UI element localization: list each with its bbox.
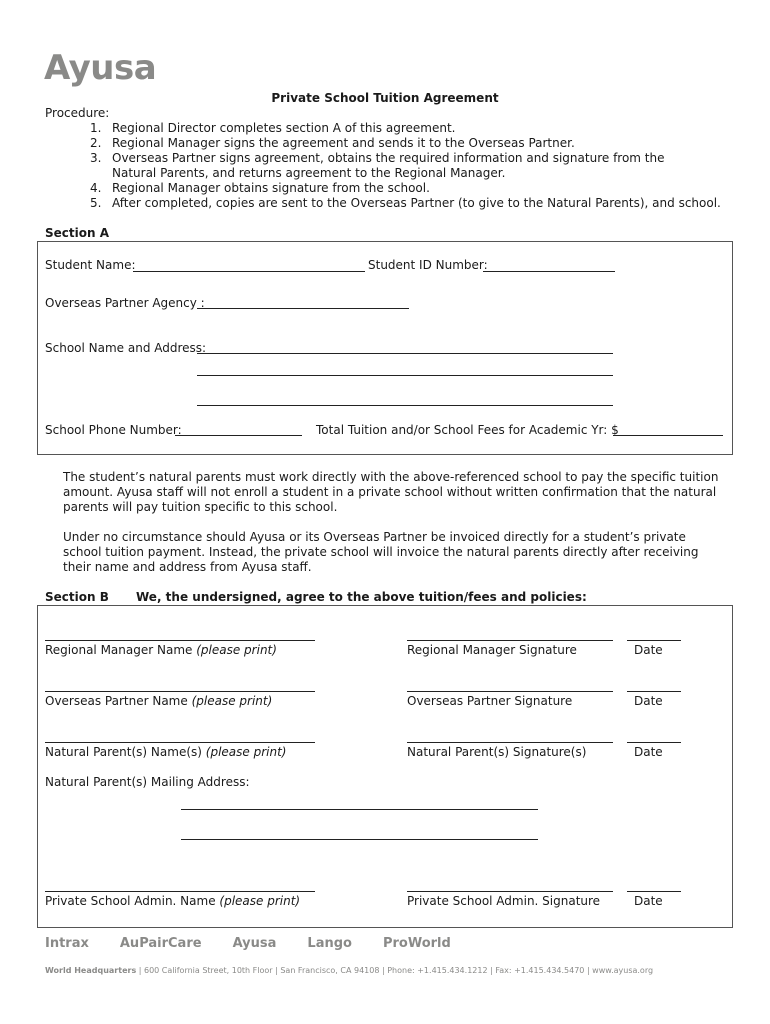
rm-name-label: Regional Manager Name (please print) <box>45 643 277 657</box>
ps-signature-label: Private School Admin. Signature <box>407 894 601 908</box>
student-name-label: Student Name: <box>45 258 136 272</box>
school-phone-label: School Phone Number: <box>45 423 182 437</box>
brand-proworld: ProWorld <box>382 936 451 951</box>
partner-agency-label: Overseas Partner Agency : <box>45 296 205 310</box>
student-id-field[interactable] <box>483 271 615 272</box>
procedure-step: 4. Regional Manager obtains signature from the school. <box>90 181 430 195</box>
np-signature-label: Natural Parent(s) Signature(s) <box>407 745 587 759</box>
brand-aupaircare: AuPairCare <box>119 936 202 951</box>
total-tuition-label: Total Tuition and/or School Fees for Academic Yr: $ <box>316 423 619 437</box>
op-signature-field[interactable] <box>407 691 613 692</box>
rm-date-field[interactable] <box>627 640 681 641</box>
op-name-label: Overseas Partner Name (please print) <box>45 694 273 708</box>
np-date-field[interactable] <box>627 742 681 743</box>
section-b-heading: We, the undersigned, agree to the above tuition/fees and policies: <box>136 590 587 604</box>
procedure-step: 1. Regional Director completes section A of this agreement. <box>90 121 456 135</box>
procedure-step: 3. Overseas Partner signs agreement, obtains the required information and signature from the Natural Parents, and returns agreement to the Regional Manager. <box>90 151 665 180</box>
op-signature-label: Overseas Partner Signature <box>407 694 573 708</box>
student-id-label: Student ID Number: <box>368 258 488 272</box>
np-address-field-1[interactable] <box>181 809 538 810</box>
school-address-field-1[interactable] <box>197 353 613 354</box>
op-date-field[interactable] <box>627 691 681 692</box>
np-name-field[interactable] <box>45 742 315 743</box>
footer-address: World Headquarters | 600 California Street, 10th Floor | San Francisco, CA 94108 | Phone: +1.415.434.1212 | Fax: +1.415.434.5470 | www.ayusa.org <box>45 966 654 975</box>
np-address-label: Natural Parent(s) Mailing Address: <box>45 775 250 789</box>
rm-signature-label: Regional Manager Signature <box>407 643 577 657</box>
school-address-field-3[interactable] <box>197 405 613 406</box>
student-name-field[interactable] <box>133 271 365 272</box>
policy-paragraph: The student’s natural parents must work directly with the above-referenced school to pay the specific tuition amount. Ayusa staff will not enroll a student in a private school without written confirmation that the natural parents will pay tuition specific to this school. <box>63 470 719 514</box>
school-address-field-2[interactable] <box>197 375 613 376</box>
np-name-label: Natural Parent(s) Name(s) (please print) <box>45 745 287 759</box>
procedure-label: Procedure: <box>45 106 110 120</box>
np-signature-field[interactable] <box>407 742 613 743</box>
ps-signature-field[interactable] <box>407 891 613 892</box>
footer-brands <box>45 936 482 951</box>
date-label: Date <box>634 745 663 759</box>
op-name-field[interactable] <box>45 691 315 692</box>
date-label: Date <box>634 694 663 708</box>
total-tuition-field[interactable] <box>613 435 723 436</box>
date-label: Date <box>634 643 663 657</box>
ps-date-field[interactable] <box>627 891 681 892</box>
procedure-step: 2. Regional Manager signs the agreement and sends it to the Overseas Partner. <box>90 136 575 150</box>
date-label: Date <box>634 894 663 908</box>
partner-agency-field[interactable] <box>197 308 409 309</box>
page-title: Private School Tuition Agreement <box>271 91 499 105</box>
ayusa-logo: Ayusa <box>44 48 157 88</box>
brand-intrax: Intrax <box>45 936 89 951</box>
policy-paragraph: Under no circumstance should Ayusa or its Overseas Partner be invoiced directly for a student’s private school tuition payment. Instead, the private school will invoice the natural parents directly after receiving their name and address from Ayusa staff. <box>63 530 699 574</box>
brand-ayusa: Ayusa <box>232 936 277 951</box>
school-address-label: School Name and Address: <box>45 341 207 355</box>
brand-lango: Lango <box>307 936 352 951</box>
section-a-label: Section A <box>45 226 109 240</box>
school-phone-field[interactable] <box>175 435 302 436</box>
procedure-step: 5. After completed, copies are sent to the Overseas Partner (to give to the Natural Parents), and school. <box>90 196 721 210</box>
ps-name-field[interactable] <box>45 891 315 892</box>
procedure-list <box>90 121 730 211</box>
rm-signature-field[interactable] <box>407 640 613 641</box>
ps-name-label: Private School Admin. Name (please print) <box>45 894 301 908</box>
section-b-label: Section B <box>45 590 109 604</box>
np-address-field-2[interactable] <box>181 839 538 840</box>
rm-name-field[interactable] <box>45 640 315 641</box>
